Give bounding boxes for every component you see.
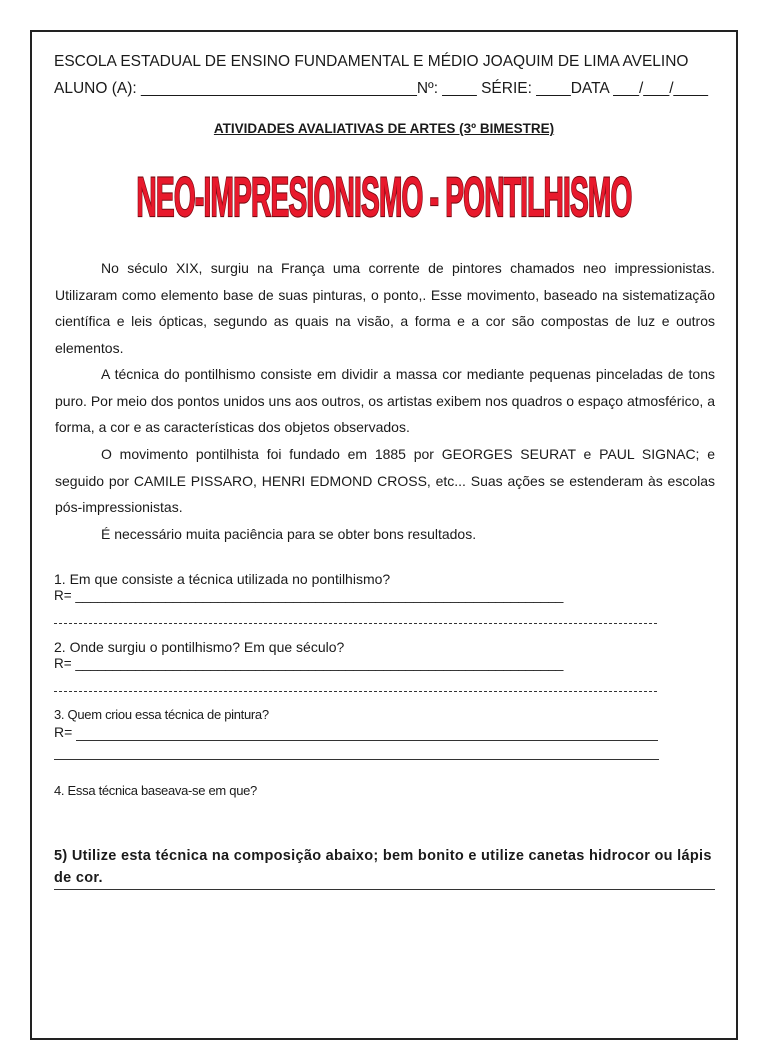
title-banner bbox=[0, 160, 768, 250]
answer-3-extra-line[interactable] bbox=[54, 759, 659, 760]
task-divider bbox=[54, 889, 715, 890]
answer-2-line[interactable]: R= _________________________________________________________________ bbox=[54, 656, 564, 671]
question-3: 3. Quem criou essa técnica de pintura? bbox=[54, 707, 269, 722]
page-title: NEO-IMPRESIONISMO - PONTILHISMO bbox=[136, 166, 632, 229]
answer-3-label: R= bbox=[54, 724, 73, 740]
answer-2-extra-line[interactable] bbox=[54, 691, 657, 692]
paragraph-2: A técnica do pontilhismo consiste em dividir a massa cor mediante pequenas pinceladas de tons puro. Por meio dos pontos unidos uns aos outros, os artistas exibem nos quadros o espaço atmosférico, a forma, a cor e as características dos objetos observados. bbox=[55, 366, 715, 435]
title-graphic bbox=[0, 160, 768, 250]
paragraph-1: No século XIX, surgiu na França uma corrente de pintores chamados neo impressionistas. Utilizaram como elemento base de suas pinturas, o ponto,. Esse movimento, baseado na sistematização científica e leis ópticas, segundo as quais na visão, a forma e a cor são compostas de luz e outros elementos. bbox=[55, 260, 715, 356]
answer-1-line[interactable]: R= _________________________________________________________________ bbox=[54, 588, 564, 603]
question-1: 1. Em que consiste a técnica utilizada no pontilhismo? bbox=[54, 571, 391, 587]
paragraph-3: O movimento pontilhista foi fundado em 1885 por GEORGES SEURAT e PAUL SIGNAC; e seguido por CAMILE PISSARO, HENRI EDMOND CROSS, etc... Suas ações se estenderam às escolas pós-impressionistas. bbox=[55, 446, 715, 515]
answer-3-line[interactable] bbox=[76, 740, 658, 741]
school-name: ESCOLA ESTADUAL DE ENSINO FUNDAMENTAL E MÉDIO JOAQUIM DE LIMA AVELINO bbox=[54, 53, 689, 70]
paragraph-4: É necessário muita paciência para se obter bons resultados. bbox=[101, 526, 477, 542]
question-2: 2. Onde surgiu o pontilhismo? Em que século? bbox=[54, 639, 345, 655]
answer-1-extra-line[interactable] bbox=[54, 623, 657, 624]
student-info-line: ALUNO (A): ________________________________Nº: ____ SÉRIE: ____DATA ___/___/____ bbox=[54, 80, 709, 97]
drawing-area[interactable] bbox=[54, 895, 715, 1010]
task-instruction: 5) Utilize esta técnica na composição abaixo; bem bonito e utilize canetas hidrocor ou lápis de cor. bbox=[54, 848, 712, 886]
page-subtitle: ATIVIDADES AVALIATIVAS DE ARTES (3º BIMESTRE) bbox=[213, 121, 555, 136]
question-4: 4. Essa técnica baseava-se em que? bbox=[54, 783, 257, 798]
